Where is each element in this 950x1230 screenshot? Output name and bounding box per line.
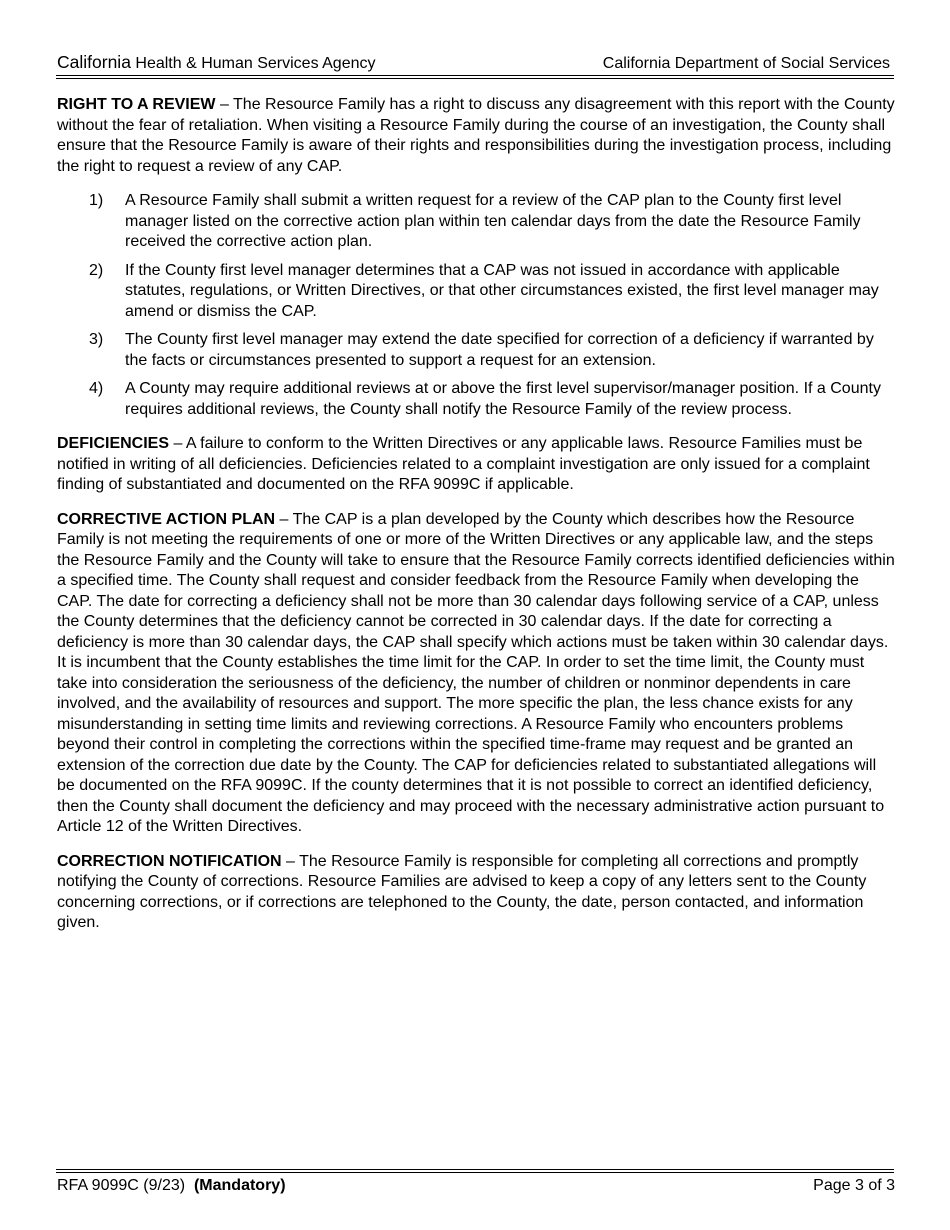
department-name: California Department of Social Services: [602, 55, 890, 72]
list-item: [89, 191, 897, 253]
page-number: Page 3 of 3: [813, 1177, 895, 1194]
list-item-text: The County first level manager may extend the date specified for correction of a deficiency if warranted by the facts or circumstances presented to support a request for an extension.: [125, 331, 874, 369]
header-rule: [56, 75, 894, 79]
right-to-review-heading: RIGHT TO A REVIEW: [57, 96, 216, 113]
list-item-text: A Resource Family shall submit a written request for a review of the CAP plan to the County first level manager listed on the corrective action plan within ten calendar days from the date the Resource Family received the corrective action plan.: [125, 192, 861, 250]
agency-name: [57, 52, 376, 74]
review-rules-list: [57, 191, 897, 420]
list-item-text: If the County first level manager determines that a CAP was not issued in accordance with applicable statutes, regulations, or Written Directives, or that other circumstances existed, the first level manager may amend or dismiss the CAP.: [125, 261, 879, 320]
list-item-number: 1): [89, 192, 104, 209]
list-item: [89, 330, 897, 371]
corrective-action-plan-text: – The CAP is a plan developed by the County which describes how the Resource Family is not meeting the requirements of one or more of the Written Directives or any applicable law, and the steps the Resource Family and the County will take to ensure that the Resource Family corrects identified deficiencies within a specified time. The County shall request and consider feedback from the Resource Family when developing the CAP. The date for correcting a deficiency shall not be more than 30 calendar days following service of a CAP, unless the County determines that the deficiency cannot be corrected in 30 calendar days. If the date for correcting a deficiency is more than 30 calendar days, the CAP shall specify which actions must be taken within 30 calendar days. It is incumbent that the County establishes the time limit for the CAP. In order to set the time limit, the County must take into consideration the seriousness of the deficiency, the number of children or nonminor dependents in care involved, and the availability of resources and support. The more specific the plan, the less chance exists for any misunderstanding in setting time limits and reviewing corrections. A Resource Family who encounters problems beyond their control in completing the corrections within the specified time-frame may request and be granted an extension of the correction due date by the County. The CAP for deficiencies related to substantiated allegations will be documented on the RFA 9099C. If the county determines that it is not possible to correct an identified deficiency, then the County shall document the deficiency and may proceed with the necessary administrative action pursuant to Article 12 of the Written Directives.: [57, 510, 895, 835]
right-to-review-text: – The Resource Family has a right to discuss any disagreement with this report with the County without the fear of retaliation. When visiting a Resource Family during the course of an investigation, the County shall ensure that the Resource Family is aware of their rights and responsibilities during the investigation process, including the right to request a review of any CAP.: [57, 96, 895, 175]
list-item-number: 2): [89, 261, 104, 279]
list-item: [89, 379, 897, 420]
correction-notification-heading: CORRECTION NOTIFICATION: [57, 852, 282, 870]
deficiencies-heading: DEFICIENCIES: [57, 435, 170, 452]
correction-notification-text: – The Resource Family is responsible for completing all corrections and promptly notifying the County of corrections. Resource Families are advised to keep a copy of any letters sent to the County concerning corrections, or if corrections are telephoned to the County, the date, person contacted, and information given.: [57, 852, 867, 931]
agency-state: California: [57, 52, 131, 72]
deficiencies-section: [57, 434, 897, 496]
page-footer: [57, 1176, 895, 1196]
list-item-number: 3): [89, 331, 104, 348]
right-to-review-section: [57, 95, 897, 177]
list-item-number: 4): [89, 380, 104, 397]
deficiencies-text: – A failure to conform to the Written Directives or any applicable laws. Resource Families must be notified in writing of all deficiencies. Deficiencies related to a complaint investigation are only issued for a complaint finding of substantiated and documented on the RFA 9099C if applicable.: [57, 435, 870, 493]
list-item: [89, 261, 897, 323]
mandatory-label: (Mandatory): [193, 1177, 286, 1194]
form-id: RFA 9099C (9/23): [57, 1177, 194, 1194]
footer-rule: [56, 1169, 894, 1173]
corrective-action-plan-heading: CORRECTIVE ACTION PLAN: [57, 510, 276, 528]
agency-title: Health & Human Services Agency: [130, 55, 376, 72]
document-body: [57, 95, 897, 948]
corrective-action-plan-section: [57, 510, 897, 838]
page-header: [57, 52, 890, 74]
correction-notification-section: [57, 852, 897, 934]
list-item-text: A County may require additional reviews at or above the first level supervisor/manager position. If a County requires additional reviews, the County shall notify the Resource Family of the review process.: [125, 380, 881, 418]
form-identifier: [57, 1176, 286, 1196]
